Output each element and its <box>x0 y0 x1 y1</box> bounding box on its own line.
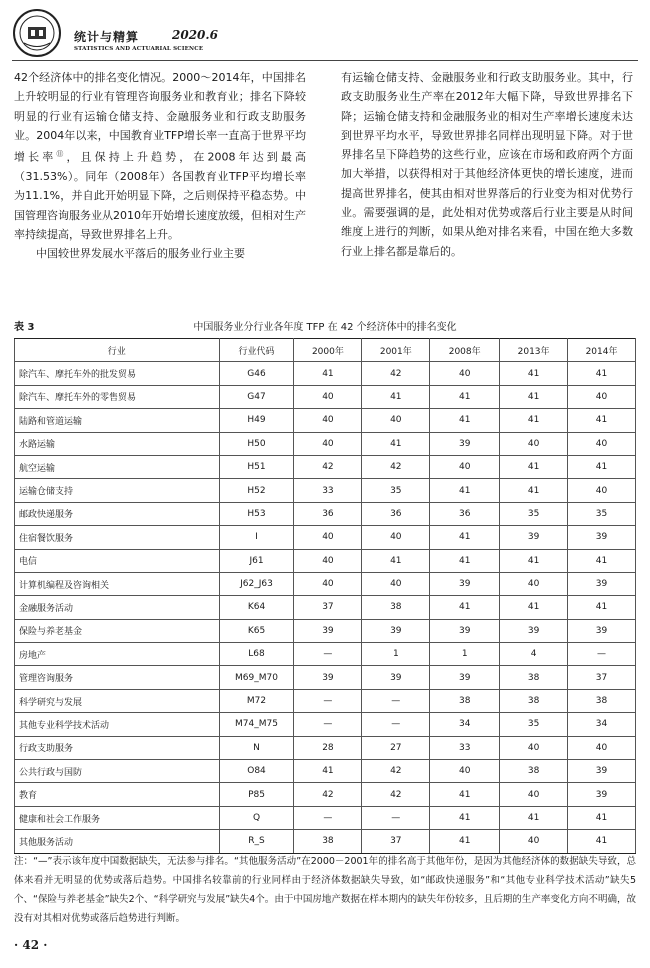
table-row <box>15 666 636 689</box>
table-row <box>15 736 636 759</box>
industry-cell: 公共行政与国防 <box>15 760 220 783</box>
rank-cell: 41 <box>568 806 636 829</box>
rank-cell: 42 <box>294 455 362 478</box>
rank-cell: 40 <box>362 409 430 432</box>
rank-cell: — <box>362 689 430 712</box>
rank-cell: 40 <box>500 736 568 759</box>
rank-cell: — <box>294 806 362 829</box>
industry-cell: 健康和社会工作服务 <box>15 806 220 829</box>
table-row <box>15 526 636 549</box>
table-row <box>15 572 636 595</box>
rank-cell: 41 <box>500 806 568 829</box>
rank-cell: 39 <box>430 666 500 689</box>
rank-cell: 40 <box>294 385 362 408</box>
rank-cell: 37 <box>362 830 430 853</box>
table-row <box>15 619 636 642</box>
table-number: 表 3 <box>14 322 35 333</box>
industry-cell: 其他专业科学技术活动 <box>15 713 220 736</box>
journal-english-title: STATISTICS AND ACTUARIAL SCIENCE <box>74 46 204 52</box>
rank-cell: 42 <box>362 362 430 385</box>
industry-code-cell: G47 <box>219 385 294 408</box>
rank-cell: 41 <box>500 409 568 432</box>
industry-cell: 保险与养老基金 <box>15 619 220 642</box>
rank-cell: 39 <box>294 666 362 689</box>
table-row <box>15 479 636 502</box>
rank-cell: 38 <box>500 689 568 712</box>
right-text-column <box>341 68 633 261</box>
rank-cell: 40 <box>500 572 568 595</box>
rank-cell: 41 <box>430 385 500 408</box>
rank-cell: 41 <box>500 549 568 572</box>
table-body <box>15 362 636 853</box>
rank-cell: 41 <box>500 385 568 408</box>
issue-number: 2020.6 <box>172 28 218 42</box>
industry-cell: 电信 <box>15 549 220 572</box>
table-caption <box>14 318 636 334</box>
table-row <box>15 783 636 806</box>
rank-cell: 41 <box>294 760 362 783</box>
rank-cell: 40 <box>568 432 636 455</box>
industry-code-cell: H51 <box>219 455 294 478</box>
header-divider <box>12 60 638 61</box>
industry-cell: 金融服务活动 <box>15 596 220 619</box>
rank-cell: 41 <box>430 596 500 619</box>
rank-cell: 40 <box>568 479 636 502</box>
rank-cell: 38 <box>500 760 568 783</box>
rank-cell: 39 <box>500 619 568 642</box>
rank-cell: 39 <box>500 526 568 549</box>
rank-cell: 40 <box>430 362 500 385</box>
rank-cell: 40 <box>568 736 636 759</box>
industry-cell: 水路运输 <box>15 432 220 455</box>
industry-cell: 航空运输 <box>15 455 220 478</box>
rank-cell: 41 <box>568 362 636 385</box>
rank-cell: 35 <box>500 502 568 525</box>
rank-cell: — <box>294 713 362 736</box>
column-header: 2008年 <box>430 339 500 362</box>
rank-cell: 41 <box>568 409 636 432</box>
rank-cell: 41 <box>568 830 636 853</box>
rank-cell: 39 <box>568 619 636 642</box>
industry-cell: 行政支助服务 <box>15 736 220 759</box>
rank-cell: 1 <box>430 643 500 666</box>
table-row <box>15 362 636 385</box>
rank-cell: 28 <box>294 736 362 759</box>
rank-cell: 41 <box>294 362 362 385</box>
table-row <box>15 643 636 666</box>
rank-cell: 35 <box>500 713 568 736</box>
rank-cell: 41 <box>430 549 500 572</box>
page-number: · 42 · <box>14 938 48 952</box>
university-seal-icon <box>12 8 62 58</box>
rank-cell: 37 <box>568 666 636 689</box>
rank-cell: — <box>294 643 362 666</box>
industry-code-cell: O84 <box>219 760 294 783</box>
rank-cell: 39 <box>568 783 636 806</box>
table-row <box>15 806 636 829</box>
rank-cell: 41 <box>430 783 500 806</box>
rank-cell: 37 <box>294 596 362 619</box>
column-header: 行业代码 <box>219 339 294 362</box>
page-header <box>12 8 638 58</box>
rank-cell: 40 <box>294 432 362 455</box>
rank-cell: 40 <box>362 526 430 549</box>
table-row <box>15 596 636 619</box>
industry-cell: 住宿餐饮服务 <box>15 526 220 549</box>
rank-cell: 39 <box>294 619 362 642</box>
rank-cell: 41 <box>568 596 636 619</box>
column-header: 行业 <box>15 339 220 362</box>
rank-cell: 39 <box>362 619 430 642</box>
rank-cell: 27 <box>362 736 430 759</box>
rank-cell: 40 <box>500 830 568 853</box>
rank-cell: 41 <box>430 526 500 549</box>
industry-code-cell: M69_M70 <box>219 666 294 689</box>
industry-cell: 计算机编程及咨询相关 <box>15 572 220 595</box>
paragraph: 中国较世界发展水平落后的服务业行业主要 <box>36 247 245 261</box>
table-row <box>15 689 636 712</box>
industry-cell: 管理咨询服务 <box>15 666 220 689</box>
rank-cell: 41 <box>568 455 636 478</box>
rank-cell: 34 <box>568 713 636 736</box>
rank-cell: 42 <box>294 783 362 806</box>
rank-cell: 40 <box>362 572 430 595</box>
industry-cell: 科学研究与发展 <box>15 689 220 712</box>
rank-cell: 41 <box>430 806 500 829</box>
table-row <box>15 409 636 432</box>
rank-cell: 34 <box>430 713 500 736</box>
table-row <box>15 713 636 736</box>
rank-cell: 38 <box>430 689 500 712</box>
rank-cell: 38 <box>568 689 636 712</box>
rank-cell: 33 <box>430 736 500 759</box>
table-row <box>15 502 636 525</box>
column-header: 2001年 <box>362 339 430 362</box>
paragraph-text: ，且保持上升趋势，在2008年达到最高（31.53%）。同年（2008年）各国教育业TFP平均增长率为11.1%，并自此开始明显下降，之后则保持平稳态势。中国管理咨询服务业从2010年开始增长速度放缓，但相对生产率持续提高，导致世界排名上升。 <box>14 150 307 242</box>
industry-cell: 运输仓储支持 <box>15 479 220 502</box>
industry-code-cell: R_S <box>219 830 294 853</box>
left-text-column <box>14 68 306 264</box>
industry-cell: 教育 <box>15 783 220 806</box>
industry-cell: 陆路和管道运输 <box>15 409 220 432</box>
rank-cell: 39 <box>568 572 636 595</box>
paragraph <box>14 68 306 244</box>
footnote-marker[interactable]: ⑪ <box>56 150 67 159</box>
rank-cell: 41 <box>568 549 636 572</box>
table-row <box>15 385 636 408</box>
paragraph: 有运输仓储支持、金融服务业和行政支助服务业。其中，行政支助服务业生产率在2012年大幅下降，导致世界排名下降；运输仓储支持和金融服务业的相对生产率增长速度未达到世界平均水平，导致世界排名同样出现明显下降。对于世界排名呈下降趋势的这些行业，应该在市场和政府两个方面加大举措，以获得相对于其他经济体更快的增长速度，进而提高世界排名，使其由相对世界落后的行业变为相对优势行业。需要强调的是，此处相对优势或落后行业主要是从时间维度上进行的判断，如果从绝对排名来看，中国在绝大多数行业上排名都是靠后的。 <box>341 71 633 258</box>
rank-cell: 36 <box>430 502 500 525</box>
table-row <box>15 549 636 572</box>
column-header: 2013年 <box>500 339 568 362</box>
industry-code-cell: N <box>219 736 294 759</box>
rank-cell: 41 <box>430 409 500 432</box>
industry-code-cell: I <box>219 526 294 549</box>
table-header-row <box>15 339 636 362</box>
rank-cell: — <box>294 689 362 712</box>
table-title: 中国服务业分行业各年度 TFP 在 42 个经济体中的排名变化 <box>193 322 457 333</box>
table-note: 注：“—”表示该年度中国数据缺失，无法参与排名。“其他服务活动”在2000－2001年的排名高于其他年份，是因为其他经济体的数据缺失导致，总体来看并无明显的优势或落后趋势。中国排名较靠前的行业同样由于经济体数据缺失导致，如“邮政快递服务”和“其他专业科学技术活动”缺失5个、“保险与养老基金”缺失2个、“科学研究与发展”缺失4个。由于中国房地产数据在样本期内的缺失年份较多，且后期的生产率变化方向不明确，故没有对其相对优势或落后趋势进行判断。 <box>14 856 636 924</box>
industry-code-cell: M72 <box>219 689 294 712</box>
rank-cell: 40 <box>294 549 362 572</box>
rank-cell: 42 <box>362 783 430 806</box>
column-header: 2000年 <box>294 339 362 362</box>
rank-cell: 39 <box>430 572 500 595</box>
table-row <box>15 455 636 478</box>
industry-code-cell: P85 <box>219 783 294 806</box>
rank-cell: 36 <box>362 502 430 525</box>
rank-cell: 40 <box>294 409 362 432</box>
industry-code-cell: H50 <box>219 432 294 455</box>
rank-cell: 35 <box>362 479 430 502</box>
industry-cell: 邮政快递服务 <box>15 502 220 525</box>
table-row <box>15 760 636 783</box>
industry-cell: 除汽车、摩托车外的批发贸易 <box>15 362 220 385</box>
rank-cell: 36 <box>294 502 362 525</box>
table-row <box>15 432 636 455</box>
rank-cell: — <box>568 643 636 666</box>
industry-code-cell: H49 <box>219 409 294 432</box>
rank-cell: 38 <box>362 596 430 619</box>
rank-cell: 39 <box>568 760 636 783</box>
rank-cell: 39 <box>430 432 500 455</box>
industry-code-cell: M74_M75 <box>219 713 294 736</box>
industry-cell: 房地产 <box>15 643 220 666</box>
ranking-table <box>14 338 636 854</box>
rank-cell: 42 <box>362 455 430 478</box>
industry-code-cell: K65 <box>219 619 294 642</box>
rank-cell: 40 <box>430 455 500 478</box>
industry-code-cell: J62_J63 <box>219 572 294 595</box>
rank-cell: — <box>362 713 430 736</box>
rank-cell: 38 <box>294 830 362 853</box>
rank-cell: 41 <box>500 596 568 619</box>
industry-cell: 除汽车、摩托车外的零售贸易 <box>15 385 220 408</box>
column-header: 2014年 <box>568 339 636 362</box>
rank-cell: 41 <box>362 385 430 408</box>
industry-code-cell: L68 <box>219 643 294 666</box>
rank-cell: 41 <box>500 362 568 385</box>
rank-cell: 40 <box>500 432 568 455</box>
industry-cell: 其他服务活动 <box>15 830 220 853</box>
industry-code-cell: H52 <box>219 479 294 502</box>
rank-cell: 41 <box>430 479 500 502</box>
rank-cell: 40 <box>500 783 568 806</box>
rank-cell: 40 <box>294 526 362 549</box>
rank-cell: 40 <box>568 385 636 408</box>
rank-cell: 41 <box>500 479 568 502</box>
rank-cell: 33 <box>294 479 362 502</box>
industry-code-cell: J61 <box>219 549 294 572</box>
rank-cell: 41 <box>500 455 568 478</box>
rank-cell: 35 <box>568 502 636 525</box>
rank-cell: — <box>362 806 430 829</box>
rank-cell: 4 <box>500 643 568 666</box>
rank-cell: 40 <box>294 572 362 595</box>
industry-code-cell: H53 <box>219 502 294 525</box>
rank-cell: 40 <box>430 760 500 783</box>
industry-code-cell: Q <box>219 806 294 829</box>
rank-cell: 41 <box>430 830 500 853</box>
rank-cell: 39 <box>430 619 500 642</box>
rank-cell: 1 <box>362 643 430 666</box>
journal-title: 统计与精算 <box>74 30 140 44</box>
rank-cell: 41 <box>362 549 430 572</box>
rank-cell: 41 <box>362 432 430 455</box>
paragraph-text: 42个经济体中的排名变化情况。2000～2014年，中国排名上升较明显的行业有管理咨询服务业和教育业；排名下降较明显的行业有运输仓储支持、金融服务业和行政支助服务业。2004年以来，中国教育业TFP增长率一直高于世界平均增长率 <box>14 71 306 164</box>
table-row <box>15 830 636 853</box>
industry-code-cell: K64 <box>219 596 294 619</box>
industry-code-cell: G46 <box>219 362 294 385</box>
rank-cell: 39 <box>362 666 430 689</box>
rank-cell: 42 <box>362 760 430 783</box>
rank-cell: 39 <box>568 526 636 549</box>
rank-cell: 38 <box>500 666 568 689</box>
